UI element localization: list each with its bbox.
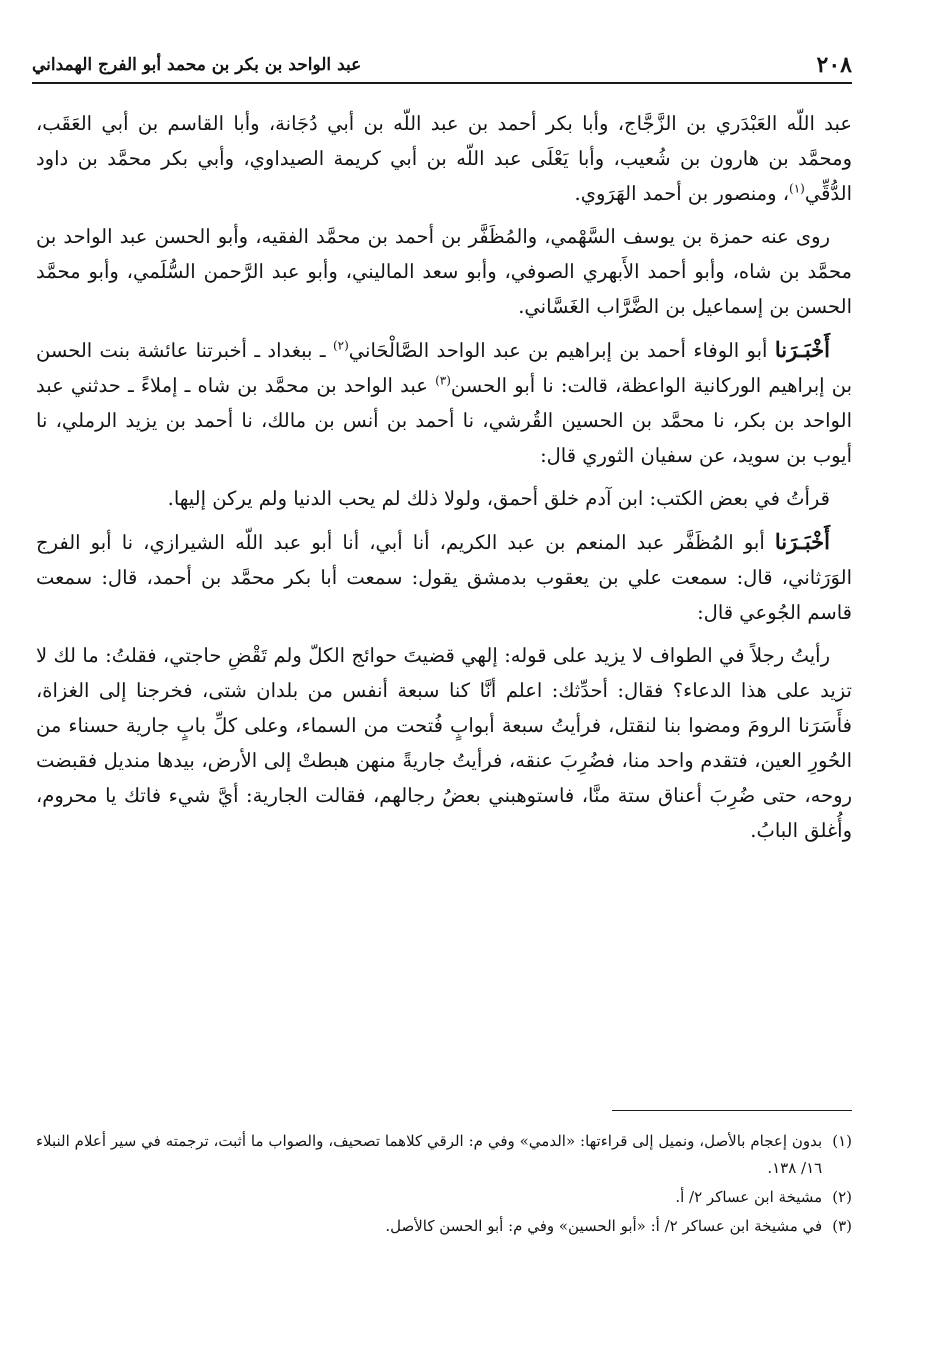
- akhbarana-keyword: أَخْبَـرَنا: [774, 529, 830, 554]
- paragraph-teachers: [36, 106, 852, 211]
- footnote-ref-2: (٢): [332, 338, 349, 353]
- footnote-2: [36, 1184, 852, 1211]
- isnad-text-c: عبد الواحد بن محمَّد بن شاه ـ إملاءً ـ حدثني عبد الواحد بن بكر، نا محمَّد بن الحسين القُرشي، نا أحمد بن أنس بن مالك، نا أحمد بن يزيد الرملي، نا أيوب بن سويد، عن سفيان الثوري قال:: [36, 374, 852, 467]
- footnote-text: في مشيخة ابن عساكر ٢/ أ: «أبو الحسين» وفي م: أبو الحسن كالأصل.: [385, 1217, 823, 1235]
- isnad-text-a: أبو الوفاء أحمد بن إبراهيم بن عبد الواحد الصَّالْحَاني: [348, 339, 775, 362]
- running-title: عبد الواحد بن بكر بن محمد أبو الفرج الهمداني: [32, 55, 362, 75]
- footnote-text: بدون إعجام بالأصل، ونميل إلى قراءتها: «الدمي» وفي م: الرقي كلاهما تصحيف، والصواب ما أثبت، ترجمته في سير أعلام النبلاء ١٦/ ١٣٨.: [36, 1132, 823, 1177]
- paragraph-quote-1: قرأتُ في بعض الكتب: ابن آدم خلق أحمق، ولولا ذلك لم يحب الدنيا ولم يركن إليها.: [167, 487, 830, 510]
- footnote-1: [36, 1128, 852, 1182]
- paragraph-text-end: ، ومنصور بن أحمد الهَرَوي.: [574, 182, 789, 205]
- paragraph-isnad-1: [36, 332, 852, 473]
- main-text: [36, 106, 852, 856]
- footnote-mark: (١): [832, 1132, 852, 1150]
- footnote-mark: (٣): [832, 1217, 852, 1235]
- footnotes: [36, 1128, 852, 1242]
- footnote-ref-1: (١): [789, 181, 805, 196]
- page-header: [32, 48, 852, 84]
- footnote-divider: [612, 1110, 852, 1111]
- akhbarana-keyword: أَخْبَـرَنا: [774, 337, 830, 362]
- footnote-3: [36, 1213, 852, 1240]
- isnad-text-b: ـ ببغداد ـ أخبرتنا عائشة بنت الحسن بن إبراهيم الوركانية الواعظة، قالت: نا أبو الحسن: [36, 339, 852, 397]
- paragraph-isnad-2: [36, 524, 852, 630]
- paragraph-students: روى عنه حمزة بن يوسف السَّهْمي، والمُظَفَّر بن أحمد بن محمَّد الفقيه، وأبو الحسن عبد الواحد بن محمَّد بن شاه، وأبو أحمد الأَبهري الصوفي، وأبو سعد الماليني، وأبو عبد الرَّحمن السُّلَمي، وأبو محمَّد الحسن بن إسماعيل بن الضَّرَّاب الغَسَّاني.: [36, 225, 852, 318]
- footnote-text: مشيخة ابن عساكر ٢/ أ.: [675, 1188, 823, 1206]
- isnad-text: أبو المُظَفَّر عبد المنعم بن عبد الكريم، أنا أبي، أنا أبو عبد اللّه الشيرازي، نا أبو الفرج الوَرَثاني، قال: سمعت علي بن يعقوب بدمشق يقول: سمعت أبا بكر محمَّد بن أحمد، قال: سمعت قاسم الجُوعي قال:: [36, 531, 852, 624]
- footnote-ref-3: (٣): [435, 373, 451, 388]
- paragraph-story: رأيتُ رجلاً في الطواف لا يزيد على قوله: إلهي قضيتَ حوائج الكلّ ولم تَقْضِ حاجتي، فقلتُ: ما لك لا تزيد على هذا الدعاء؟ فقال: أحدِّثك: اعلم أنَّا كنا سبعة أنفس من بلدان شتى، فخرجنا إلى الغزاة، فأَسَرَنا الرومَ ومضوا بنا لنقتل، فرأيتُ سبعة أبوابٍ فُتحت من السماء، وعلى كلِّ بابٍ جارية حسناء من الحُورِ العين، فتقدم واحد منا، فضُرِبَ عنقه، فرأيتُ جاريةً منهن هبطتْ إلى الأرض، بيدها منديل فقبضت روحه، حتى ضُرِبَ أعناق ستة منَّا، فاستوهبني بعضُ رجالهم، فقالت الجارية: أيَّ شيء فاتك يا محروم، وأُغلق البابُ.: [36, 644, 852, 842]
- page-number: ٢٠٨: [816, 52, 852, 78]
- footnote-mark: (٢): [832, 1188, 852, 1206]
- paragraph-text: عبد اللّه العَبْدَري بن الزَّجَّاج، وأبا بكر أحمد بن عبد اللّه بن أبي دُجَانة، وأبا القاسم بن أبي العَقَب، ومحمَّد بن هارون بن شُعيب، وأبا يَعْلَى عبد اللّه بن أبي كريمة الصيداوي، وأبي بكر محمَّد بن داود الدُّقِّي: [36, 112, 852, 205]
